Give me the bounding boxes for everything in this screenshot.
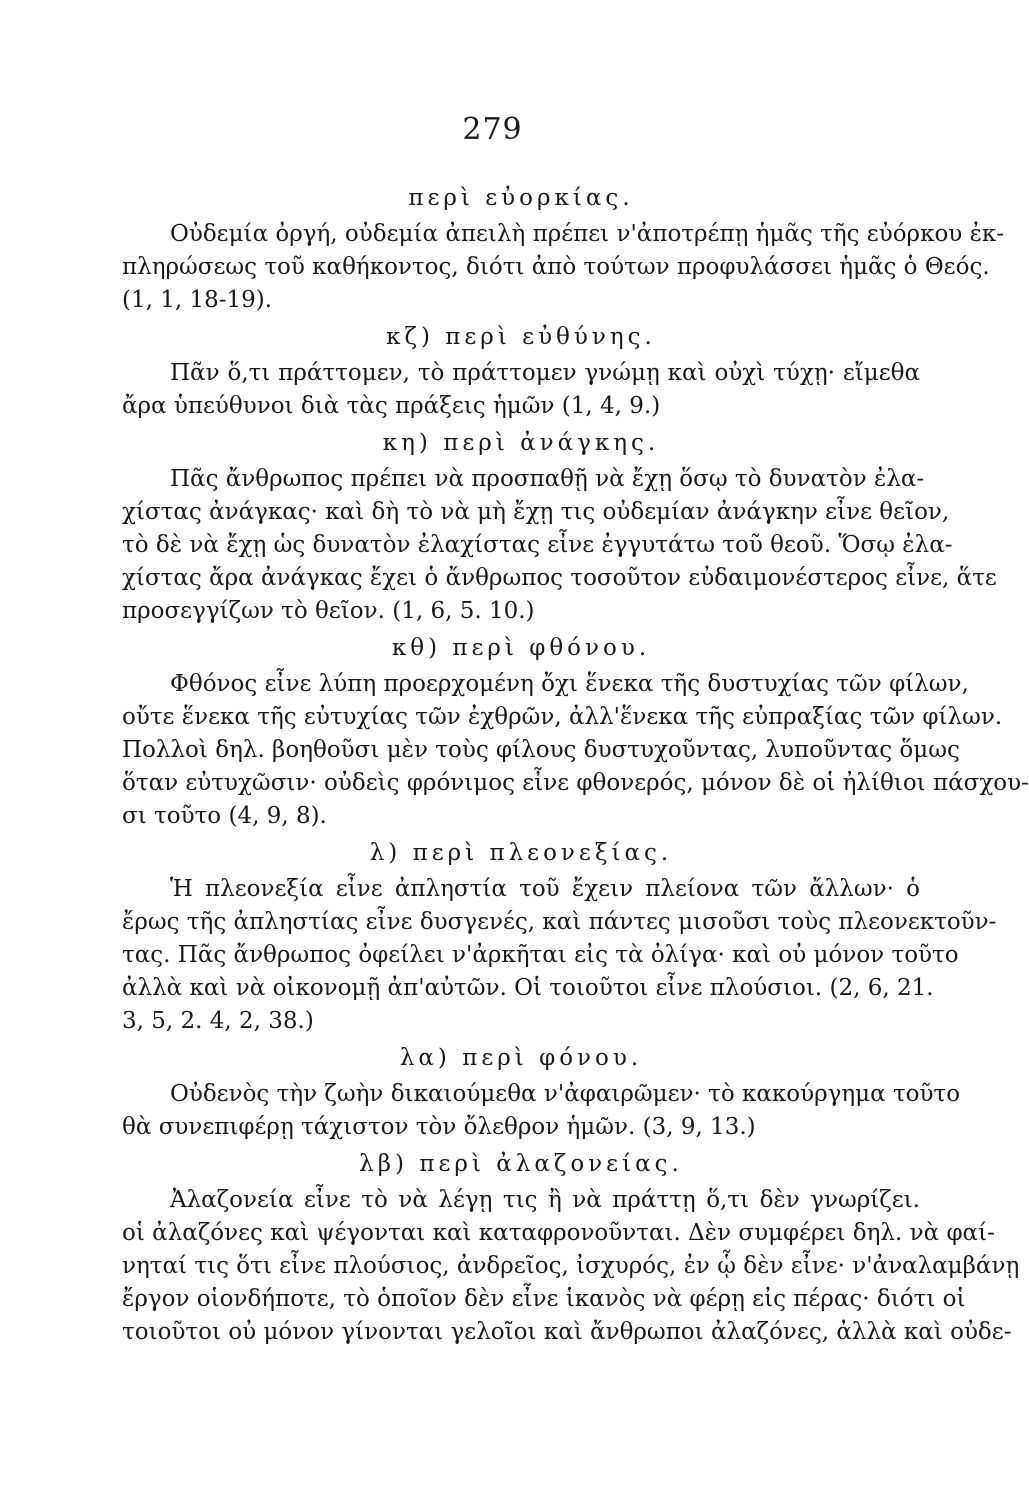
section-heading-pleonexia: λ) περὶ πλεονεξίας.	[369, 840, 673, 866]
section-heading-euorkia: περὶ εὐορκίας.	[408, 185, 634, 211]
section-heading-euthyni: κζ) περὶ εὐθύνης.	[386, 324, 656, 350]
text-line: ὅταν εὐτυχῶσιν· οὐδεὶς φρόνιμος εἶνε φθονερός, μόνον δὲ οἱ ἠλίθιοι πάσχου-	[122, 770, 1029, 796]
text-line: χίστας ἀνάγκας· καὶ δὴ τὸ νὰ μὴ ἔχῃ τις οὐδεμίαν ἀνάγκην εἶνε θεῖον,	[122, 499, 950, 525]
section-heading-anagki: κη) περὶ ἀνάγκης.	[382, 430, 660, 456]
text-line: ἔρως τῆς ἀπληστίας εἶνε δυσγενές, καὶ πάντες μισοῦσι τοὺς πλεονεκτοῦν-	[122, 909, 997, 935]
text-line: σι τοῦτο (4, 9, 8).	[122, 803, 327, 829]
text-line: Οὐδενὸς τὴν ζωὴν δικαιούμεθα ν'ἀφαιρῶμεν· τὸ κακούργημα τοῦτο	[170, 1081, 961, 1107]
page-content	[122, 178, 1029, 1349]
page-number: 279	[462, 112, 523, 147]
text-line: ἄρα ὑπεύθυνοι διὰ τὰς πράξεις ἡμῶν (1, 4, 9.)	[122, 393, 661, 419]
text-line: ἔργον οἱονδήποτε, τὸ ὁποῖον δὲν εἶνε ἱκανὸς νὰ φέρῃ εἰς πέρας· διότι οἱ	[122, 1286, 966, 1312]
text-line: χίστας ἄρα ἀνάγκας ἔχει ὁ ἄνθρωπος τοσοῦτον εὐδαιμονέστερος εἶνε, ἅτε	[122, 565, 997, 591]
text-line: τοιοῦτοι οὐ μόνον γίνονται γελοῖοι καὶ ἄνθρωποι ἀλαζόνες, ἀλλὰ καὶ οὐδε-	[122, 1319, 1012, 1345]
paragraph-euorkia	[122, 218, 1005, 317]
text-line: (1, 1, 18-19).	[122, 287, 273, 313]
text-line: Φθόνος εἶνε λύπη προερχομένη ὄχι ἕνεκα τῆς δυστυχίας τῶν φίλων,	[170, 671, 969, 697]
text-line: τὸ δὲ νὰ ἔχῃ ὡς δυνατὸν ἐλαχίστας εἶνε ἐγγυτάτω τοῦ θεοῦ. Ὅσῳ ἐλα-	[122, 532, 953, 558]
paragraph-euthyni	[122, 357, 920, 423]
text-line: ἀλλὰ καὶ νὰ οἰκονομῇ ἀπ'αὐτῶν. Οἱ τοιοῦτοι εἶνε πλούσιοι. (2, 6, 21.	[122, 975, 934, 1001]
section-heading-alazoneia: λβ) περὶ ἀλαζονείας.	[359, 1151, 683, 1177]
paragraph-pleonexia	[122, 873, 997, 1038]
text-line: Πᾶς ἄνθρωπος πρέπει νὰ προσπαθῇ νὰ ἔχῃ ὅσῳ τὸ δυνατὸν ἐλα-	[170, 466, 925, 492]
text-line: προσεγγίζων τὸ θεῖον. (1, 6, 5. 10.)	[122, 598, 535, 624]
text-line: Οὐδεμία ὀργή, οὐδεμία ἀπειλὴ πρέπει ν'ἀποτρέπῃ ἡμᾶς τῆς εὐόρκου ἐκ-	[170, 221, 1005, 247]
text-line: Ἀλαζονεία εἶνε τὸ νὰ λέγῃ τις ἢ νὰ πράττῃ ὅ,τι δὲν γνωρίζει.	[170, 1187, 920, 1213]
section-heading-fonos: λα) περὶ φόνου.	[399, 1045, 643, 1071]
text-line: Πᾶν ὅ,τι πράττομεν, τὸ πράττομεν γνώμῃ καὶ οὐχὶ τύχῃ· εἴμεθα	[170, 360, 920, 386]
text-line: νηταί τις ὅτι εἶνε πλούσιος, ἀνδρεῖος, ἰσχυρός, ἐν ᾧ δὲν εἶνε· ν'ἀναλαμβάνῃ	[122, 1253, 1020, 1279]
text-line: Ἡ πλεονεξία εἶνε ἀπληστία τοῦ ἔχειν πλείονα τῶν ἄλλων· ὁ	[170, 876, 920, 902]
paragraph-fthonos	[122, 668, 1029, 833]
paragraph-anagki	[122, 463, 997, 628]
text-line: πληρώσεως τοῦ καθήκοντος, διότι ἀπὸ τούτων προφυλάσσει ἡμᾶς ὁ Θεός.	[122, 254, 990, 280]
text-line: τας. Πᾶς ἄνθρωπος ὀφείλει ν'ἀρκῆται εἰς τὰ ὀλίγα· καὶ οὐ μόνον τοῦτο	[122, 942, 959, 968]
text-line: θὰ συνεπιφέρῃ τάχιστον τὸν ὄλεθρον ἡμῶν. (3, 9, 13.)	[122, 1114, 756, 1140]
paragraph-alazoneia	[122, 1184, 1020, 1349]
text-line: οἱ ἀλαζόνες καὶ ψέγονται καὶ καταφρονοῦνται. Δὲν συμφέρει δηλ. νὰ φαί-	[122, 1220, 995, 1246]
text-line: οὔτε ἕνεκα τῆς εὐτυχίας τῶν ἐχθρῶν, ἀλλ'ἕνεκα τῆς εὐπραξίας τῶν φίλων.	[122, 704, 1003, 730]
section-heading-fthonos: κθ) περὶ φθόνου.	[391, 635, 651, 661]
text-line: 3, 5, 2. 4, 2, 38.)	[122, 1008, 314, 1034]
text-line: Πολλοὶ δηλ. βοηθοῦσι μὲν τοὺς φίλους δυστυχοῦντας, λυποῦντας ὅμως	[122, 737, 960, 763]
paragraph-fonos	[122, 1078, 961, 1144]
